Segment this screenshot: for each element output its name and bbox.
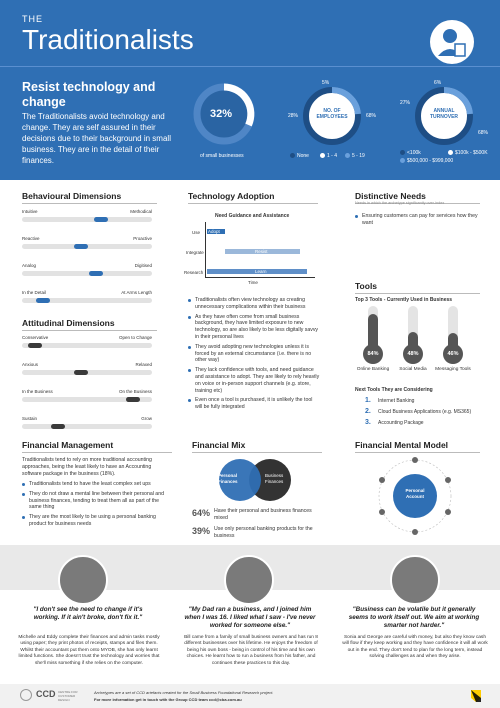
slider-right-label: Digitised <box>134 263 152 268</box>
slider-right-label: Relaxed <box>135 362 152 367</box>
tech-row-use: Use <box>192 230 201 235</box>
section-divider <box>192 452 322 453</box>
tools-top-title: Top 3 Tools - Currently Used in Business <box>355 297 453 303</box>
bullet-item: Ensuring customers can pay for services how they want <box>355 213 480 227</box>
tech-row-research: Research <box>184 270 204 275</box>
fin-mgmt-intro: Traditionalists tend to rely on more traditional accounting approaches, being the least likely to have an Accounting software package in the business (18%). <box>22 457 152 477</box>
fin-mix-stat-2-pct: 39% <box>192 526 211 536</box>
dimension-slider <box>22 424 152 429</box>
dimension-slider <box>22 397 152 402</box>
next-tool-label: Cloud Business Applications (e.g. MS365) <box>378 409 472 415</box>
tech-chart-title: Need Guidance and Assistance <box>215 213 290 219</box>
employees-legend-5-19: 5 - 19 <box>345 153 365 159</box>
fin-mix-stat-1-pct: 64% <box>192 508 211 518</box>
fin-mix-stat-1-text: Have their personal and business finances mixed <box>214 508 312 521</box>
tool-percent: 48% <box>403 344 423 364</box>
bullet-item: They avoid adopting new technologies unless it is forced by an external circumstance (i.e. there is no other way) <box>188 344 320 364</box>
slider-knob <box>126 397 140 402</box>
user-icon <box>430 20 474 64</box>
employees-left: 28% <box>288 113 299 119</box>
tools-next-title: Next Tools They are Considering <box>355 387 433 393</box>
bullet-item: Traditionalists often view technology as creating unnecessary complications within their business <box>188 297 320 311</box>
mental-title: Financial Mental Model <box>355 440 449 450</box>
turnover-title: ANNUAL TURNOVER <box>429 108 459 120</box>
tech-chart-xaxis <box>205 277 315 278</box>
header-pretitle: THE <box>22 14 43 24</box>
turnover-right: 68% <box>478 130 489 136</box>
header-description: The Traditionalists avoid technology and change. They are self assured in their decisions due to their background in small business. They are in the detail of their finances. <box>22 112 171 165</box>
section-divider <box>22 330 157 331</box>
fin-mix-business: Business Finances <box>265 473 284 484</box>
slider-knob <box>74 244 88 249</box>
slider-left-label: Analog <box>22 263 37 268</box>
persona-photo-1 <box>58 555 108 605</box>
turnover-legend-3: $500,000 - $999,000 <box>400 158 453 164</box>
bullet-item: Even once a tool is purchased, it is unlikely the tool will be fully integrated <box>188 397 320 411</box>
slider-knob <box>89 271 103 276</box>
slider-left-label: Reactive <box>22 236 40 241</box>
quote-3: "Business can be volatile but it generally seems to work itself out. We aim at working smarter not harder." <box>348 606 480 629</box>
dimension-slider <box>22 217 152 222</box>
fin-mgmt-title: Financial Management <box>22 440 114 450</box>
tech-bar-learn: Learn <box>207 269 307 274</box>
slider-right-label: At Arms Length <box>121 290 152 295</box>
tech-bullets <box>188 297 320 414</box>
footer-logo-sub: CENTRE FOR CUSTOMER DESIGN <box>58 690 78 702</box>
ccd-logo-icon <box>20 689 32 701</box>
tools-title: Tools <box>355 281 378 291</box>
slider-knob <box>74 370 88 375</box>
behavioural-title: Behavioural Dimensions <box>22 191 122 201</box>
turnover-legend-1: <100k <box>400 150 421 156</box>
header-subtitle: Resist technology and change <box>22 80 156 109</box>
slider-left-label: In the Detail <box>22 290 47 295</box>
bullet-item: They are the most likely to be using a personal banking product for business needs <box>22 514 172 528</box>
tech-bar-adopt: Adopt <box>207 229 225 234</box>
persona-photo-2 <box>224 555 274 605</box>
section-divider <box>355 452 480 453</box>
share-percent: 32% <box>210 108 233 120</box>
share-label: of small businesses <box>200 153 244 159</box>
footer-note-1: Archetypes are a set of CCD artefacts created for the Small Business Foundational Research project. <box>94 690 274 695</box>
next-tool-number: 1. <box>365 397 371 404</box>
turnover-top: 6% <box>434 80 442 86</box>
mental-center: Personal Account <box>405 488 425 499</box>
quote-3-text: Sonia and George are careful with money, but also they know cash will flow if they keep working and they have confidence it will all work out in the end. They don't tend to plan for the long term, instead solving challenges as and when they arise. <box>342 635 488 660</box>
fin-mgmt-bullets <box>22 481 172 531</box>
bullet-item: They do not draw a mental line between their personal and business finances, tending to treat them all as part of the same thing <box>22 491 172 511</box>
quote-1: "I don't see the need to change if it's working. If it ain't broke, don't fix it." <box>33 606 143 621</box>
footer-logo: CCD <box>36 689 56 699</box>
dimension-slider <box>22 298 152 303</box>
slider-left-label: Sustain <box>22 416 38 421</box>
section-divider <box>188 203 318 204</box>
needs-list <box>355 213 480 230</box>
slider-right-label: Grow <box>141 416 152 421</box>
dimension-slider <box>22 271 152 276</box>
slider-left-label: In the Business <box>22 389 53 394</box>
fin-mix-stat-2-text: Use only personal banking products for the business <box>214 526 313 539</box>
tool-label: Online Banking <box>356 367 390 372</box>
tool-percent: 46% <box>443 344 463 364</box>
needs-subtitle: Needs in which the archetype significantly over-index <box>355 201 445 205</box>
page-title: Traditionalists <box>22 24 194 55</box>
quote-2-text: Bill came from a family of small business owners and has run 8 different businesses over his lifetime. He enjoys the freedom of being his own boss - being in control of his time and his own choices. He learnt how to run a business from his father, and continues these practices to this day. <box>184 635 318 666</box>
footer-note-2: For more information get in touch with the Group CCD team ccd@cba.com.au <box>94 697 242 702</box>
turnover-left: 27% <box>400 100 411 106</box>
slider-right-label: Proactive <box>133 236 152 241</box>
section-divider <box>22 452 172 453</box>
slider-right-label: On the Business <box>118 389 152 394</box>
bullet-item: As they have often come from small business background, they have limited exposure to new technology, so are also likely to be less digitally savvy in their personal lives <box>188 314 320 341</box>
employees-top: 5% <box>322 80 330 86</box>
header-divider <box>0 66 500 67</box>
bullet-item: Traditionalists tend to have the least complex set ups <box>22 481 172 488</box>
tool-percent: 84% <box>363 344 383 364</box>
section-divider <box>22 203 157 204</box>
employees-legend-none: None <box>290 153 309 159</box>
dimension-slider <box>22 370 152 375</box>
employees-right: 68% <box>366 113 377 119</box>
tech-title: Technology Adoption <box>188 191 275 201</box>
tech-time-label: Time <box>248 280 258 285</box>
bullet-item: They lack confidence with tools, and need guidance and assistance to adopt. They are likely to rely heavily on voice or in-person support channels (e.g. store, training etc) <box>188 367 320 394</box>
slider-knob <box>51 424 65 429</box>
section-divider <box>355 293 480 294</box>
slider-knob <box>28 343 42 348</box>
tool-label: Social Media <box>399 367 427 372</box>
turnover-legend-2: $100k - $500K <box>448 150 488 156</box>
tech-chart-yaxis <box>205 222 206 277</box>
next-tool-number: 3. <box>365 419 371 426</box>
slider-knob <box>94 217 108 222</box>
header-banner <box>0 0 500 180</box>
slider-right-label: Open to Change <box>118 335 152 340</box>
employees-title: NO. OF EMPLOYEES <box>316 108 348 120</box>
employees-legend-1-4: 1 - 4 <box>320 153 337 159</box>
quote-1-text: Michelle and Eddy complete their finances and admin tasks mostly using paper; they print photos of receipts, stamps and files them. Whilst their accountant put them onto MYOB, she has only learnt limited functions. She doesn't trust the technology and worries that she'll miss something if she relies on the computer. <box>18 635 160 666</box>
fin-mix-title: Financial Mix <box>192 440 246 450</box>
next-tool-label: Accounting Package <box>378 420 424 426</box>
tech-row-integrate: Integrate <box>186 250 204 255</box>
slider-left-label: Anxious <box>22 362 39 367</box>
cba-logo-icon <box>468 688 484 704</box>
slider-left-label: Conservative <box>22 335 49 340</box>
tech-bar-resist: Resist <box>225 249 300 254</box>
tool-label: Messaging Tools <box>435 367 471 372</box>
dimension-slider <box>22 244 152 249</box>
quote-2: "My Dad ran a business, and I joined him when I was 16. I liked what I saw - I've never worked for someone else." <box>184 606 316 629</box>
slider-left-label: Intuitive <box>22 209 38 214</box>
needs-title: Distinctive Needs <box>355 191 426 201</box>
slider-right-label: Methodical <box>130 209 152 214</box>
next-tool-number: 2. <box>365 408 371 415</box>
persona-photo-3 <box>390 555 440 605</box>
fin-mix-personal: Personal Finances <box>218 473 238 484</box>
next-tool-label: Internet Banking <box>378 398 415 404</box>
dimension-slider <box>22 343 152 348</box>
attitudinal-title: Attitudinal Dimensions <box>22 318 115 328</box>
slider-knob <box>36 298 50 303</box>
